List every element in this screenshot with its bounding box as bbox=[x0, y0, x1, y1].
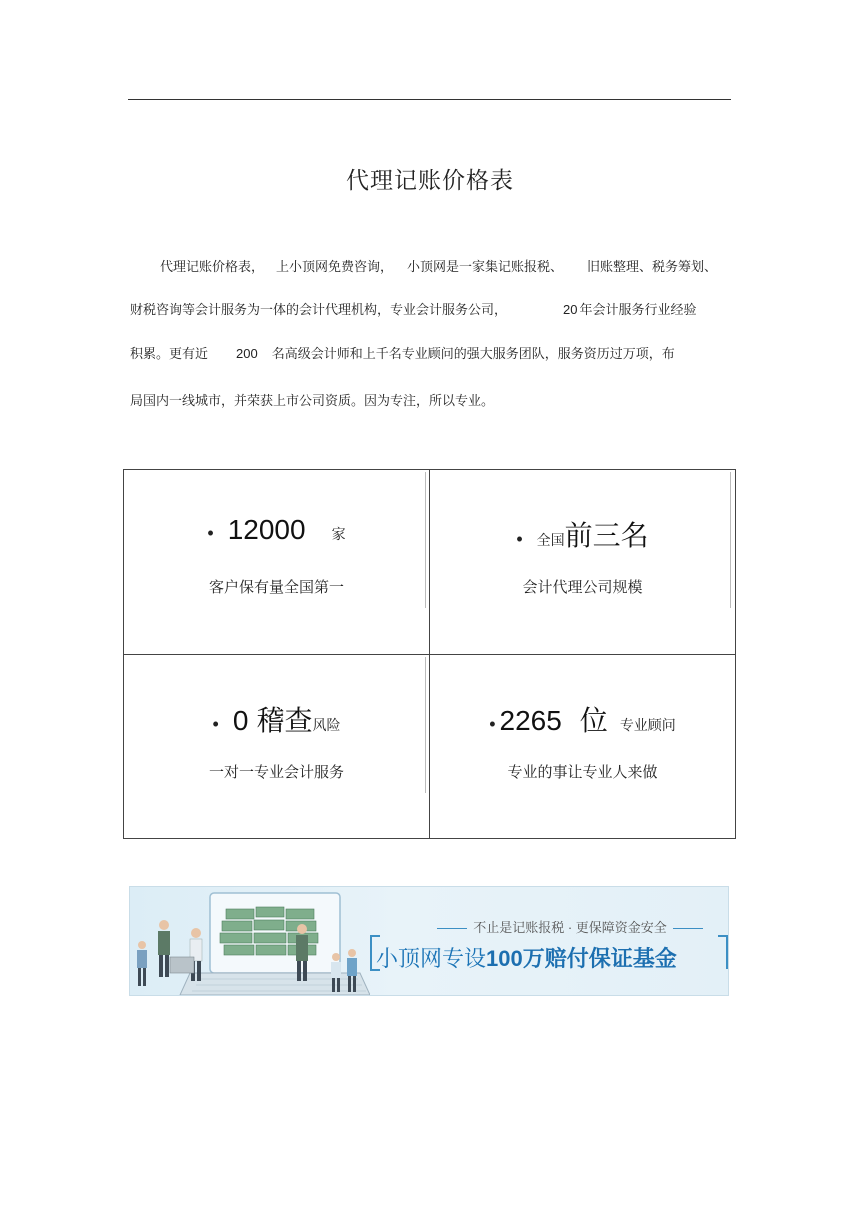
intro-line-4: 局国内一线城市，并荣获上市公司资质。因为专注，所以专业。 bbox=[130, 394, 495, 409]
top-rule bbox=[128, 99, 731, 100]
stat-headline bbox=[124, 699, 429, 739]
stat-caption: 专业的事让专业人来做 bbox=[507, 763, 658, 781]
stat-caption: 客户保有量全国第一 bbox=[208, 578, 344, 596]
bullet: • bbox=[516, 529, 523, 549]
bullet: • bbox=[212, 714, 219, 734]
banner-headline bbox=[376, 939, 720, 979]
stat-highlight: 前三名 bbox=[564, 519, 649, 552]
stats-table bbox=[123, 469, 736, 839]
stat-cell-advisors bbox=[430, 655, 735, 839]
intro-line-2 bbox=[130, 300, 697, 320]
stat-caption: 会计代理公司规模 bbox=[522, 578, 643, 596]
banner-tagline: 不止是记账报税 · 更保障资金安全 bbox=[420, 917, 720, 936]
guarantee-banner[interactable] bbox=[129, 886, 729, 996]
stat-highlight: 稽查 bbox=[256, 704, 313, 737]
stat-cell-audit bbox=[124, 655, 429, 839]
stat-prefix: 全国 bbox=[536, 533, 565, 549]
stat-caption: 一对一专业会计服务 bbox=[208, 763, 344, 781]
intro-phrase: 代理记账价格表， bbox=[160, 260, 265, 275]
stat-number: 2265 bbox=[499, 705, 562, 736]
intro-phrase: 积累。更有近 bbox=[130, 347, 209, 362]
intro-number: 200 bbox=[236, 346, 258, 361]
bullet: • bbox=[207, 523, 214, 543]
banner-headline-strong: 100万赔付保证基金 bbox=[486, 946, 677, 971]
intro-line-1 bbox=[130, 258, 717, 278]
intro-phrase: 旧账整理、税务筹划、 bbox=[587, 260, 718, 275]
intro-number: 20 bbox=[563, 302, 578, 317]
intro-phrase: 名高级会计师和上千名专业顾问的强大服务团队，服务资历过万项，布 bbox=[271, 347, 675, 362]
stat-unit: 专业顾问 bbox=[619, 718, 676, 734]
stat-highlight: 位 bbox=[579, 704, 608, 737]
stat-cell-clients bbox=[124, 470, 429, 654]
stat-headline bbox=[430, 699, 735, 739]
stat-unit: 家 bbox=[331, 527, 346, 543]
stat-headline bbox=[430, 514, 735, 554]
intro-phrase: 财税咨询等会计服务为一体的会计代理机构，专业会计服务公司， bbox=[130, 303, 508, 318]
intro-line-3 bbox=[130, 344, 675, 364]
stat-unit: 风险 bbox=[312, 718, 341, 734]
stat-number: 12000 bbox=[227, 514, 306, 545]
bullet: • bbox=[489, 714, 496, 734]
page-title: 代理记账价格表 bbox=[346, 168, 514, 194]
office-illustration-icon bbox=[130, 887, 370, 996]
stat-headline bbox=[124, 514, 429, 554]
stat-number: 0 bbox=[232, 705, 249, 736]
banner-headline-plain: 小顶网专设 bbox=[376, 946, 487, 971]
intro-phrase: 上小顶网免费咨询， bbox=[276, 260, 394, 275]
intro-phrase: 年会计服务行业经验 bbox=[579, 303, 697, 318]
stat-cell-ranking bbox=[430, 470, 735, 654]
intro-phrase: 小顶网是一家集记账报税、 bbox=[407, 260, 564, 275]
